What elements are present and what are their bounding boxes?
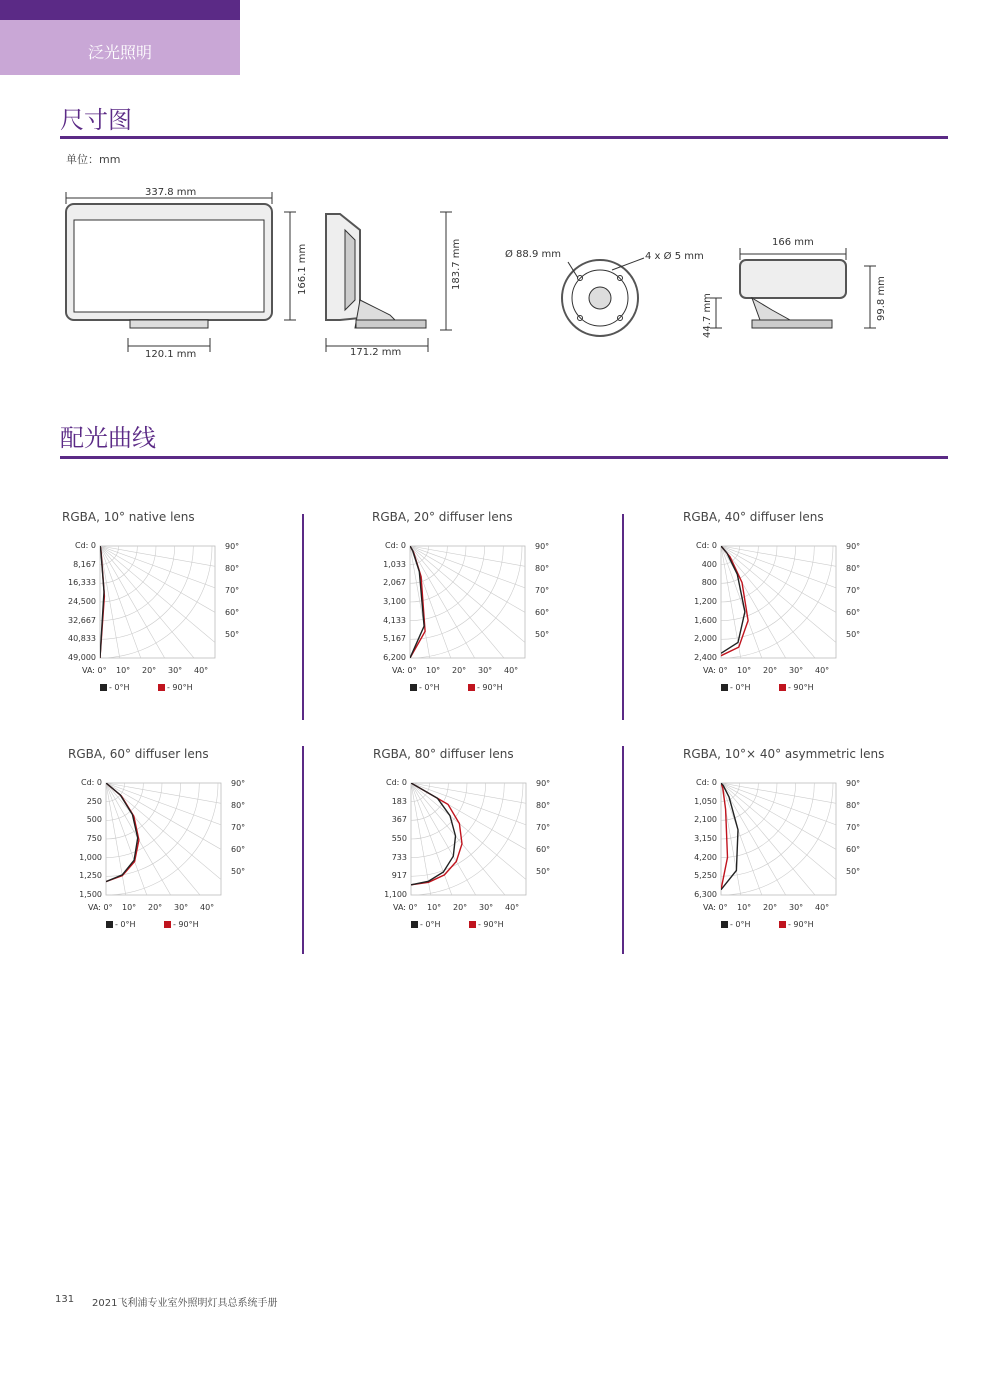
legend-0h [721, 683, 751, 692]
column-divider [622, 746, 624, 954]
legend-swatch [721, 684, 728, 691]
angle-label: 90° [535, 542, 550, 551]
chart-title: RGBA, 80° diffuser lens [373, 747, 514, 761]
va-label: 20° [148, 903, 163, 912]
cd-tick-label: Cd: 0 [385, 541, 406, 550]
chart-title: RGBA, 60° diffuser lens [68, 747, 209, 761]
unit-label: 单位：mm [66, 153, 121, 166]
va-label: VA: 0° [88, 903, 113, 912]
angle-label: 70° [846, 822, 861, 832]
photometric-chart [372, 510, 612, 740]
angle-label: 50° [846, 866, 861, 876]
cd-tick-label: 750 [86, 834, 102, 843]
plot-frame [100, 546, 215, 658]
side-depth-label: 171.2 mm [350, 347, 402, 358]
legend-label: - 0°H [115, 920, 136, 929]
angle-label: 90° [846, 542, 861, 551]
angle-label: 80° [846, 800, 861, 810]
chart-title: RGBA, 10° native lens [62, 510, 195, 524]
column-divider [622, 514, 624, 720]
cd-tick-label: 1,500 [79, 890, 102, 899]
legend-0h [410, 683, 440, 692]
va-label: VA: 0° [393, 903, 418, 912]
angle-label: 60° [231, 844, 246, 854]
angle-label: 60° [846, 844, 861, 854]
category-tab [0, 0, 240, 75]
top-height-label: 99.8 mm [876, 276, 887, 321]
legend-label: - 90°H [788, 920, 814, 929]
legend-label: - 90°H [167, 683, 193, 692]
cd-tick-label: 1,600 [694, 615, 717, 625]
legend-90h [158, 683, 193, 692]
legend-90h [469, 920, 504, 929]
angle-label: 80° [225, 563, 240, 573]
polar-plot [683, 747, 923, 927]
cd-tick-label: Cd: 0 [81, 778, 102, 787]
angle-label: 50° [535, 629, 550, 639]
legend-swatch [410, 684, 417, 691]
cd-tick-label: Cd: 0 [696, 778, 717, 787]
va-label: 20° [452, 666, 467, 675]
legend-90h [468, 683, 503, 692]
angle-label: 80° [536, 800, 551, 810]
cd-tick-label: 3,150 [694, 834, 717, 843]
va-label: VA: 0° [82, 666, 107, 675]
cd-tick-label: 733 [391, 852, 407, 862]
polar-plot [68, 747, 308, 927]
front-width-label: 337.8 mm [145, 187, 197, 198]
angle-label: 70° [846, 585, 861, 595]
legend-swatch [106, 921, 113, 928]
cd-tick-label: 24,500 [68, 597, 96, 606]
cd-tick-label: 1,033 [383, 559, 406, 569]
cd-tick-label: 16,333 [68, 578, 96, 588]
angle-label: 60° [535, 607, 550, 617]
va-label: 20° [142, 666, 157, 675]
top-base-height-label: 44.7 mm [702, 293, 713, 338]
legend-90h [164, 920, 199, 929]
angle-label: 90° [225, 542, 240, 551]
va-label: 20° [763, 903, 778, 912]
va-label: 30° [789, 903, 804, 912]
cd-tick-label: 4,200 [694, 852, 717, 862]
va-label: 10° [737, 666, 752, 675]
tab-bar [0, 0, 240, 20]
legend-0h [100, 683, 130, 692]
cd-tick-label: 367 [391, 815, 407, 825]
cd-tick-label: Cd: 0 [75, 541, 96, 550]
base-width-label: 120.1 mm [145, 349, 197, 360]
va-label: 10° [122, 903, 137, 912]
cd-tick-label: 2,000 [694, 634, 717, 644]
legend-swatch [100, 684, 107, 691]
cd-tick-label: 550 [391, 834, 407, 843]
legend-swatch [469, 921, 476, 928]
va-label: 30° [479, 903, 494, 912]
legend-label: - 0°H [730, 683, 751, 692]
legend-0h [411, 920, 441, 929]
cd-tick-label: 6,200 [383, 653, 406, 662]
side-height-label: 183.7 mm [451, 238, 462, 290]
cd-tick-label: 1,050 [694, 796, 717, 806]
angle-label: 90° [536, 779, 551, 788]
va-label: 40° [505, 903, 520, 912]
polar-plot [62, 510, 302, 690]
legend-label: - 90°H [788, 683, 814, 692]
cd-tick-label: 400 [701, 559, 717, 569]
va-label: VA: 0° [703, 666, 728, 675]
angle-label: 60° [536, 844, 551, 854]
va-label: VA: 0° [392, 666, 417, 675]
photometric-chart [62, 510, 302, 740]
chart-title: RGBA, 40° diffuser lens [683, 510, 824, 524]
photometric-chart [683, 510, 923, 740]
va-label: 20° [763, 666, 778, 675]
chart-title: RGBA, 20° diffuser lens [372, 510, 513, 524]
chart-title: RGBA, 10°× 40° asymmetric lens [683, 747, 885, 761]
va-label: VA: 0° [703, 903, 728, 912]
polar-plot [683, 510, 923, 690]
polar-plot [373, 747, 613, 927]
front-height-label: 166.1 mm [297, 243, 308, 295]
angle-label: 70° [225, 585, 240, 595]
angle-label: 80° [231, 800, 246, 810]
legend-label: - 0°H [419, 683, 440, 692]
va-label: 40° [194, 666, 209, 675]
front-view-drawing [66, 192, 296, 352]
legend-label: - 90°H [478, 920, 504, 929]
cd-tick-label: 49,000 [68, 653, 96, 662]
angle-label: 50° [846, 629, 861, 639]
dimensions-title: 尺寸图 [60, 106, 132, 134]
polar-plot [372, 510, 612, 690]
round-diameter-label: Ø 88.9 mm [505, 249, 561, 260]
legend-0h [106, 920, 136, 929]
angle-label: 60° [846, 607, 861, 617]
legend-label: - 0°H [730, 920, 751, 929]
photometric-chart [683, 747, 923, 977]
legend-label: - 0°H [420, 920, 441, 929]
column-divider [302, 514, 304, 720]
angle-label: 70° [536, 822, 551, 832]
cd-tick-label: 40,833 [68, 634, 96, 644]
plot-frame [410, 546, 525, 658]
angle-label: 80° [846, 563, 861, 573]
angle-label: 70° [231, 822, 246, 832]
angle-label: 70° [535, 585, 550, 595]
plot-frame [411, 783, 526, 895]
tab-label: 泛光照明 [87, 43, 152, 62]
round-view-drawing [562, 258, 644, 336]
side-view-drawing [326, 212, 452, 352]
legend-90h [779, 683, 814, 692]
cd-tick-label: 2,400 [694, 653, 717, 662]
legend-label: - 90°H [173, 920, 199, 929]
cd-tick-label: 8,167 [73, 559, 96, 569]
cd-tick-label: 2,100 [694, 815, 717, 825]
cd-tick-label: 1,100 [384, 890, 407, 899]
holes-label: 4 x Ø 5 mm [645, 251, 704, 262]
cd-tick-label: 3,100 [383, 597, 406, 606]
legend-swatch [779, 684, 786, 691]
page-number: 131 [55, 1294, 75, 1305]
legend-swatch [779, 921, 786, 928]
va-label: 10° [427, 903, 442, 912]
photometry-rule [60, 456, 948, 459]
angle-label: 50° [225, 629, 240, 639]
dimension-drawings [0, 170, 1000, 370]
cd-tick-label: Cd: 0 [696, 541, 717, 550]
cd-tick-label: 5,167 [383, 634, 406, 644]
angle-label: 60° [225, 607, 240, 617]
va-label: 10° [737, 903, 752, 912]
photometric-chart [373, 747, 613, 977]
cd-tick-label: 1,000 [79, 852, 102, 862]
angle-label: 50° [536, 866, 551, 876]
cd-tick-label: 1,200 [694, 597, 717, 606]
va-label: 10° [116, 666, 131, 675]
angle-label: 80° [535, 563, 550, 573]
top-view-drawing [710, 248, 876, 328]
legend-swatch [164, 921, 171, 928]
legend-swatch [721, 921, 728, 928]
cd-tick-label: 5,250 [694, 871, 717, 881]
angle-label: 90° [846, 779, 861, 788]
cd-tick-label: 32,667 [68, 615, 96, 625]
cd-tick-label: 1,250 [79, 871, 102, 881]
va-label: 30° [478, 666, 493, 675]
legend-label: - 90°H [477, 683, 503, 692]
legend-swatch [411, 921, 418, 928]
footer-text: 2021飞利浦专业室外照明灯具总系统手册 [92, 1298, 278, 1309]
legend-swatch [468, 684, 475, 691]
angle-label: 90° [231, 779, 246, 788]
legend-swatch [158, 684, 165, 691]
va-label: 30° [168, 666, 183, 675]
cd-tick-label: 4,133 [383, 615, 406, 625]
cd-tick-label: Cd: 0 [386, 778, 407, 787]
dimensions-rule [60, 136, 948, 139]
va-label: 20° [453, 903, 468, 912]
va-label: 40° [815, 903, 830, 912]
cd-tick-label: 6,300 [694, 890, 717, 899]
angle-label: 50° [231, 866, 246, 876]
va-label: 40° [504, 666, 519, 675]
va-label: 10° [426, 666, 441, 675]
top-width-label: 166 mm [772, 237, 814, 248]
va-label: 30° [789, 666, 804, 675]
va-label: 40° [200, 903, 215, 912]
legend-90h [779, 920, 814, 929]
cd-tick-label: 183 [391, 796, 407, 806]
legend-label: - 0°H [109, 683, 130, 692]
photometric-chart [68, 747, 308, 977]
cd-tick-label: 250 [86, 796, 102, 806]
cd-tick-label: 500 [86, 815, 102, 825]
va-label: 40° [815, 666, 830, 675]
photometry-title: 配光曲线 [60, 424, 156, 452]
cd-tick-label: 800 [701, 578, 717, 588]
legend-0h [721, 920, 751, 929]
va-label: 30° [174, 903, 189, 912]
cd-tick-label: 917 [391, 871, 407, 881]
cd-tick-label: 2,067 [383, 578, 406, 588]
